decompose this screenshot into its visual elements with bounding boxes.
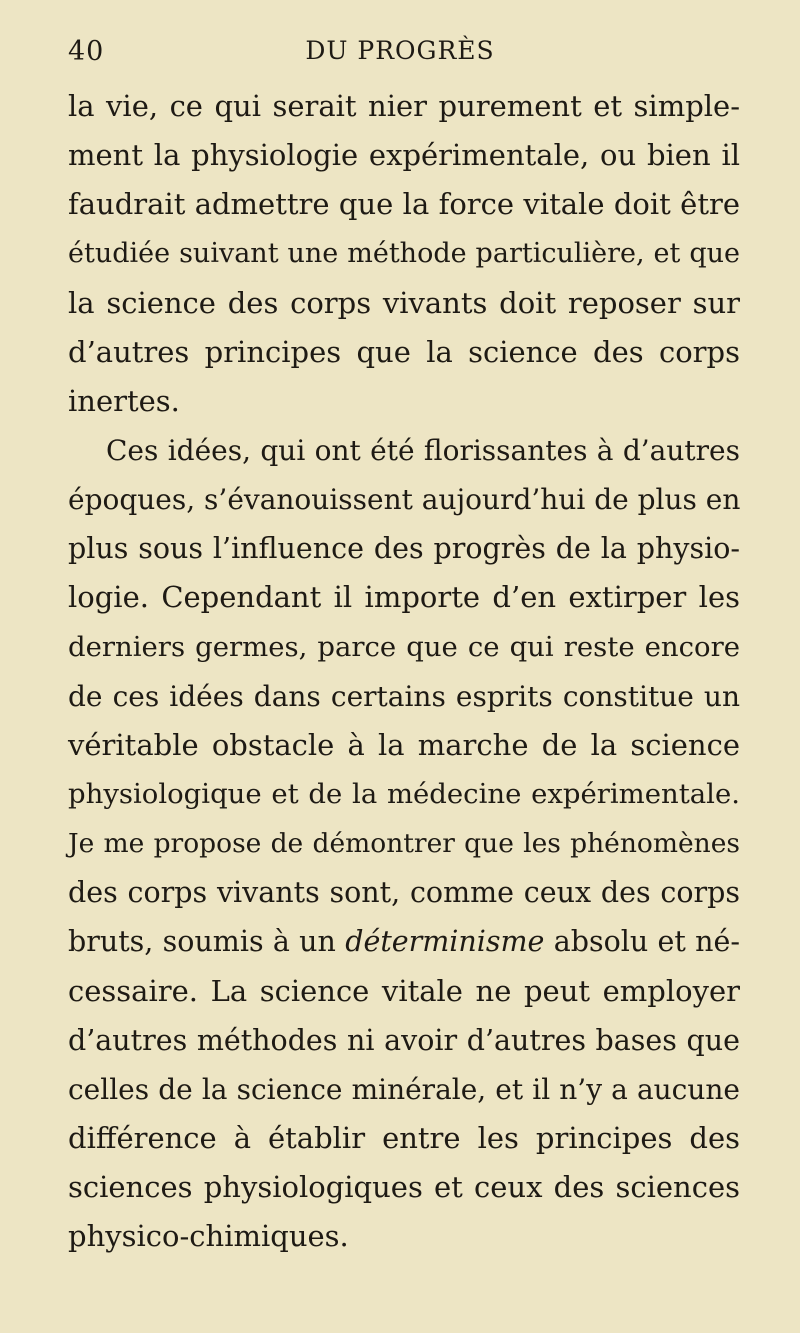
body-text (68, 82, 740, 1261)
text-line: logie. Cependant il importe d’en extirper les (68, 580, 740, 615)
text-line: Je me propose de démontrer que les phénomènes (68, 828, 740, 860)
text-line: époques, s’évanouissent aujourd’hui de plus en (68, 483, 741, 517)
text-line: sciences physiologiques et ceux des sciences (68, 1170, 740, 1205)
running-head (0, 36, 800, 76)
text-line: cessaire. La science vitale ne peut employer (68, 973, 740, 1008)
text-line: la science des corps vivants doit reposer sur (68, 285, 740, 320)
text-line: véritable obstacle à la marche de la science (68, 727, 740, 762)
text-segment: bruts, soumis à un (68, 925, 346, 959)
text-line: derniers germes, parce que ce qui reste encore (68, 630, 740, 663)
text-line: inertes. (68, 383, 180, 418)
text-line: physiologique et de la médecine expérimentale. (68, 777, 740, 810)
text-line-with-emphasis (68, 917, 740, 966)
text-line: faudrait admettre que la force vitale doit être (68, 187, 740, 222)
text-line: la vie, ce qui serait nier purement et simple- (68, 89, 740, 123)
page-number: 40 (68, 36, 105, 67)
text-line: d’autres méthodes ni avoir d’autres bases que (68, 1023, 740, 1057)
text-line: des corps vivants sont, comme ceux des corps (68, 876, 740, 910)
text-line: ment la physiologie expérimentale, ou bien il (68, 138, 740, 173)
text-line: physico-chimiques. (68, 1219, 349, 1254)
paragraph-first-line: Ces idées, qui ont été florissantes à d’autres (106, 433, 740, 467)
text-line: plus sous l’influence des progrès de la physio- (68, 532, 740, 566)
text-line: de ces idées dans certains esprits constitue un (68, 679, 740, 713)
text-line: d’autres principes que la science des corps (68, 334, 740, 369)
text-segment: absolu et né- (544, 925, 740, 959)
text-line: étudiée suivant une méthode particulière, et que (68, 238, 740, 270)
text-line: différence à établir entre les principes des (68, 1120, 740, 1155)
running-title: DU PROGRÈS (305, 36, 495, 65)
text-line: celles de la science minérale, et il n’y a aucune (68, 1072, 740, 1106)
emphasized-word: déterminisme (345, 925, 545, 959)
